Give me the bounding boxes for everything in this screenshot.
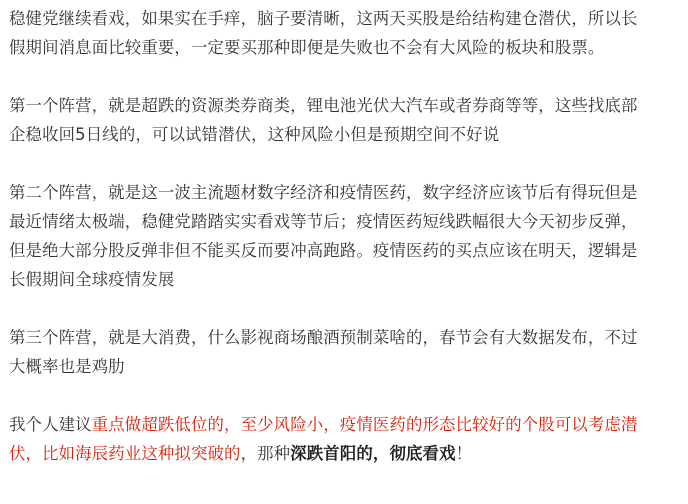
paragraph-line: 大概率也是鸡肋 bbox=[9, 357, 125, 376]
paragraph-line: 长假期间全球疫情发展 bbox=[9, 270, 175, 289]
advice-bold-text: 深跌首阳的，彻底看戏 bbox=[290, 444, 456, 463]
paragraph-line bbox=[9, 439, 685, 468]
advice-highlight-text: 伏，比如海辰药业这种拟突破的 bbox=[9, 444, 241, 463]
paragraph-camp-one bbox=[9, 91, 685, 149]
paragraph-line: 第二个阵营，就是这一波主流题材数字经济和疫情医药，数字经济应该节后有得玩但是 bbox=[9, 183, 638, 202]
paragraph-line: 但是绝大部分股反弹非但不能买反而要冲高跑路。疫情医药的买点应该在明天，逻辑是 bbox=[9, 241, 638, 260]
paragraph-spacer bbox=[9, 381, 685, 410]
advice-lead-text: 我个人建议 bbox=[9, 415, 92, 434]
paragraph-camp-two bbox=[9, 178, 685, 294]
paragraph-spacer bbox=[9, 294, 685, 323]
paragraph-line: 企稳收回5日线的，可以试错潜伏，这种风险小但是预期空间不好说 bbox=[9, 125, 500, 144]
paragraph-intro bbox=[9, 4, 685, 62]
advice-highlight-text: 重点做超跌低位的，至少风险小，疫情医药的形态比较好的个股可以考虑潜 bbox=[91, 415, 638, 434]
paragraph-camp-three bbox=[9, 323, 685, 381]
paragraph-spacer bbox=[9, 149, 685, 178]
advice-end-punctuation: ！ bbox=[455, 444, 473, 463]
paragraph-spacer bbox=[9, 62, 685, 91]
paragraph-personal-advice bbox=[9, 410, 685, 468]
paragraph-line: 第一个阵营，就是超跌的资源类券商类，锂电池光伏大汽车或者券商等等，这些找底部 bbox=[9, 96, 638, 115]
advice-plain-text: ，那种 bbox=[240, 444, 291, 463]
paragraph-line: 第三个阵营，就是大消费，什么影视商场酿酒预制菜啥的，春节会有大数据发布，不过 bbox=[9, 328, 638, 347]
paragraph-line: 稳健党继续看戏，如果实在手痒，脑子要清晰，这两天买股是给结构建仓潜伏，所以长 bbox=[9, 9, 638, 28]
paragraph-line: 假期间消息面比较重要，一定要买那种即便是失败也不会有大风险的板块和股票。 bbox=[9, 38, 605, 57]
paragraph-line: 最近情绪太极端，稳健党踏踏实实看戏等节后；疫情医药短线跌幅很大今天初步反弹， bbox=[9, 212, 638, 231]
article-body bbox=[9, 4, 685, 468]
paragraph-line bbox=[9, 410, 685, 439]
